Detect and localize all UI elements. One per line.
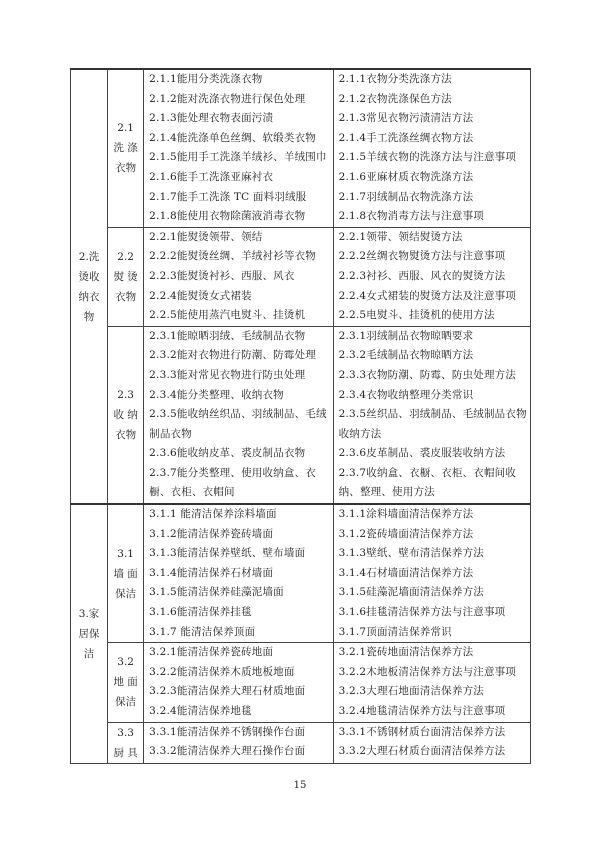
knowledge-requirements-cell — [333, 69, 530, 227]
section-label-cell — [71, 504, 108, 763]
knowledge-item: 2.2.1领带、领结熨烫方法 — [338, 230, 463, 243]
knowledge-item: 2.2.2丝绸衣物熨烫方法与注意事项 — [338, 250, 506, 263]
skill-item: 3.1.3能清洁保养壁纸、壁布墙面 — [149, 547, 306, 560]
knowledge-requirements-cell — [333, 722, 530, 763]
skill-item: 3.3.2能清洁保养大理石操作台面 — [149, 745, 306, 758]
knowledge-item: 3.2.3大理石地面清洁保养方法 — [338, 685, 484, 698]
knowledge-item: 2.1.3常见衣物污渍清洁方法 — [338, 112, 474, 125]
knowledge-item: 3.1.2瓷砖墙面清洁保养方法 — [338, 527, 474, 540]
knowledge-item: 3.2.4地毯清洁保养方法与注意事项 — [338, 705, 506, 717]
standards-table-body — [71, 69, 531, 763]
skill-item: 2.3.3能对常见衣物进行防虫处理 — [149, 368, 306, 381]
table-row — [71, 227, 531, 326]
skill-item: 3.2.1能清洁保养瓷砖地面 — [149, 646, 274, 659]
knowledge-item: 3.1.1涂料墙面清洁保养方法 — [338, 508, 474, 521]
knowledge-item: 2.1.6亚麻材质衣物洗涤方法 — [338, 170, 474, 183]
knowledge-requirements-cell — [333, 504, 530, 643]
skill-item: 2.1.5能用手工洗涤羊绒衫、羊绒围巾 — [149, 151, 327, 164]
knowledge-item: 2.3.2毛绒制品衣物晾晒方法 — [338, 349, 474, 362]
knowledge-item: 3.2.2木地板清洁保养方法与注意事项 — [338, 665, 517, 678]
table-row — [71, 69, 531, 227]
skill-requirements-cell — [144, 504, 333, 643]
knowledge-item: 3.1.6挂毯清洁保养方法与注意事项 — [338, 606, 506, 619]
skill-item: 2.1.2能对洗涤衣物进行保色处理 — [149, 92, 306, 105]
knowledge-item: 2.1.7羽绒制品衣物洗涤方法 — [338, 190, 474, 203]
skill-item: 2.1.3能处理衣物表面污渍 — [149, 112, 274, 125]
group-label: 3.2 地 面 保洁 — [113, 656, 138, 709]
knowledge-item: 2.2.3衬衫、西服、风衣的熨烫方法 — [338, 269, 506, 282]
skill-item: 2.1.4能洗涤单色丝绸、软缎类衣物 — [149, 131, 316, 144]
skill-item: 3.2.4能清洁保养地毯 — [149, 705, 252, 717]
group-label-cell — [108, 227, 144, 326]
table-row — [71, 504, 531, 643]
table-row — [71, 643, 531, 722]
table-row — [71, 722, 531, 763]
skill-item: 3.1.1 能清洁保养涂料墙面 — [149, 508, 277, 521]
knowledge-item: 3.1.7顶面清洁保养常识 — [338, 625, 452, 638]
section-label-cell — [71, 69, 108, 504]
knowledge-item: 3.3.2大理石材质台面清洁保养方法 — [338, 745, 506, 758]
knowledge-item: 2.3.5丝织品、羽绒制品、毛绒制品衣物收纳方法 — [338, 408, 527, 440]
knowledge-item: 2.1.4手工洗涤丝绸衣物方法 — [338, 131, 474, 144]
skill-item: 2.2.4能熨烫女式裙装 — [149, 289, 252, 302]
group-label: 3.3 厨 具 — [113, 726, 138, 759]
skill-requirements-cell — [144, 643, 333, 722]
skill-item: 2.2.5能使用蒸汽电熨斗、挂烫机 — [149, 309, 306, 322]
page-number: 15 — [293, 780, 307, 791]
section-label: 3.家 居保 洁 — [78, 607, 100, 660]
skill-requirements-cell — [144, 326, 333, 504]
knowledge-item: 2.3.7收纳盒、衣橱、衣柜、衣帽间收纳、整理、使用方法 — [338, 466, 517, 499]
skill-item: 3.1.5能清洁保养硅藻泥墙面 — [149, 586, 284, 599]
knowledge-item: 2.1.5羊绒衣物的洗涤方法与注意事项 — [338, 151, 517, 164]
knowledge-requirements-cell — [333, 643, 530, 722]
skill-item: 2.3.1能晾晒羽绒、毛绒制品衣物 — [149, 329, 306, 342]
group-label: 2.1 洗 涤 衣物 — [113, 122, 138, 175]
skill-item: 2.2.2能熨烫丝绸、羊绒衬衫等衣物 — [149, 250, 316, 263]
skill-item: 3.3.1能清洁保养不锈钢操作台面 — [149, 725, 306, 738]
group-label: 3.1 墙 面 保洁 — [113, 547, 138, 600]
skill-requirements-cell — [144, 227, 333, 326]
skill-item: 2.1.6能手工洗涤亚麻衬衣 — [149, 170, 274, 183]
skill-item: 2.1.1能用分类洗涤衣物 — [149, 73, 263, 85]
knowledge-item: 2.1.2衣物洗涤保色方法 — [338, 92, 452, 105]
knowledge-item: 2.1.1衣物分类洗涤方法 — [338, 73, 452, 85]
skill-item: 2.3.2能对衣物进行防潮、防霉处理 — [149, 349, 316, 362]
group-label-cell — [108, 722, 144, 763]
skill-item: 2.3.4能分类整理、收纳衣物 — [149, 388, 284, 401]
skill-requirements-cell — [144, 69, 333, 227]
skill-item: 3.1.4能清洁保养石材墙面 — [149, 566, 274, 579]
knowledge-item: 2.2.4女式裙装的熨烫方法及注意事项 — [338, 289, 517, 302]
knowledge-item: 3.3.1不锈钢材质台面清洁保养方法 — [338, 725, 506, 738]
knowledge-item: 2.3.6皮革制品、裘皮服装收纳方法 — [338, 447, 506, 460]
skill-requirements-cell — [144, 722, 333, 763]
skill-item: 2.1.8能使用衣物除菌液消毒衣物 — [149, 210, 306, 223]
table-row — [71, 326, 531, 504]
group-label: 2.3 收 纳 衣物 — [113, 388, 138, 441]
skill-item: 3.2.3能清洁保养大理石材质地面 — [149, 685, 306, 698]
skill-item: 3.2.2能清洁保养木质地板地面 — [149, 665, 295, 678]
knowledge-item: 3.1.3壁纸、壁布清洁保养方法 — [338, 547, 484, 560]
skill-item: 2.3.5能收纳丝织品、羽绒制品、毛绒制品衣物 — [149, 408, 327, 440]
skill-item: 3.1.2能清洁保养瓷砖墙面 — [149, 527, 274, 540]
knowledge-item: 2.3.3衣物防潮、防霉、防虫处理方法 — [338, 368, 517, 381]
skill-item: 3.1.7 能清洁保养顶面 — [149, 625, 256, 638]
skill-item: 2.3.7能分类整理、使用收纳盒、衣橱、衣柜、衣帽间 — [149, 466, 316, 499]
skill-item: 2.3.6能收纳皮革、裘皮制品衣物 — [149, 447, 306, 460]
group-label-cell — [108, 504, 144, 643]
knowledge-item: 2.1.8衣物消毒方法与注意事项 — [338, 210, 484, 223]
knowledge-requirements-cell — [333, 326, 530, 504]
knowledge-item: 3.1.4石材墙面清洁保养方法 — [338, 566, 474, 579]
skill-item: 2.2.3能熨烫衬衫、西服、风衣 — [149, 269, 295, 282]
skill-item: 3.1.6能清洁保养挂毯 — [149, 606, 252, 619]
knowledge-requirements-cell — [333, 227, 530, 326]
group-label: 2.2 熨 烫 衣物 — [113, 250, 138, 303]
standards-table — [70, 68, 531, 764]
group-label-cell — [108, 643, 144, 722]
section-label: 2.洗 烫收 纳衣 物 — [78, 250, 100, 323]
group-label-cell — [108, 69, 144, 227]
group-label-cell — [108, 326, 144, 504]
knowledge-item: 2.3.1羽绒制品衣物晾晒要求 — [338, 329, 474, 342]
knowledge-item: 2.3.4衣物收纳整理分类常识 — [338, 388, 474, 401]
knowledge-item: 2.2.5电熨斗、挂烫机的使用方法 — [338, 309, 495, 322]
knowledge-item: 3.1.5硅藻泥墙面清洁保养方法 — [338, 586, 484, 599]
knowledge-item: 3.2.1瓷砖地面清洁保养方法 — [338, 646, 474, 659]
skill-item: 2.2.1能熨烫领带、领结 — [149, 230, 263, 243]
skill-item: 2.1.7能手工洗涤 TC 面料羽绒服 — [149, 190, 307, 203]
